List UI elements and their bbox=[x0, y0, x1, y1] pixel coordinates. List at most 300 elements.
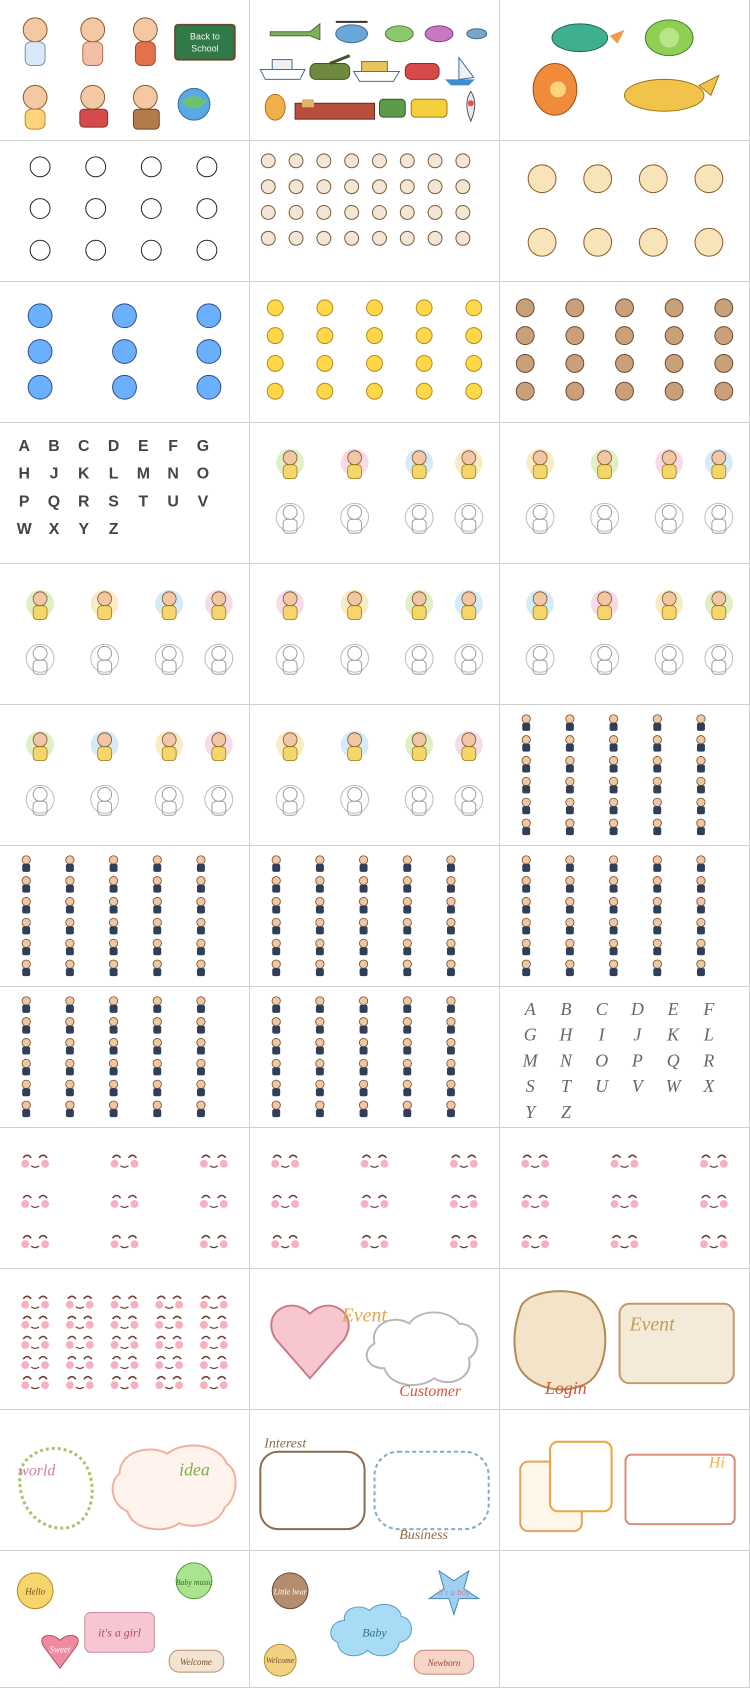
monkey-icon bbox=[715, 382, 733, 400]
thumbnail-kawaii-faces[interactable] bbox=[0, 1128, 250, 1269]
chick-icon-shape bbox=[317, 300, 333, 316]
tiny-boy-icon bbox=[359, 960, 367, 976]
kid-3 bbox=[133, 18, 157, 66]
kids-music-colored-outline-art bbox=[250, 705, 499, 845]
panda-icon bbox=[141, 157, 161, 177]
tiny-boy-icon bbox=[359, 1059, 367, 1075]
animal-icon bbox=[428, 231, 442, 245]
thumbnail-kids-colored-outline[interactable] bbox=[250, 423, 500, 564]
sketch-letter: W bbox=[665, 1076, 681, 1097]
chick-icon-shape bbox=[367, 355, 383, 371]
kawaii-face-icon bbox=[700, 1236, 728, 1248]
panda-icon bbox=[86, 199, 106, 219]
tiny-boy-icon bbox=[359, 1101, 367, 1117]
animal-icon bbox=[345, 231, 359, 245]
sketch-letter: Y bbox=[525, 1102, 536, 1123]
tiny-boy-icon bbox=[403, 1059, 411, 1075]
chick-icon-shape bbox=[367, 383, 383, 399]
tiny-boy-icon bbox=[109, 1080, 117, 1096]
animal-icon bbox=[317, 206, 331, 220]
kawaii-face-icon bbox=[700, 1155, 728, 1167]
animal-icon-shape bbox=[345, 154, 359, 168]
thumbnail-monkeys[interactable] bbox=[500, 282, 750, 423]
sketch-letter: M bbox=[522, 1050, 538, 1071]
bird-icon bbox=[113, 304, 137, 328]
animal-icon bbox=[373, 154, 387, 168]
kawaii-face-icon bbox=[21, 1337, 49, 1349]
tiny-boy-icon bbox=[153, 918, 161, 934]
thumbnail-paper-frames[interactable] bbox=[500, 1410, 750, 1551]
panda-icon-shape bbox=[141, 240, 161, 260]
tiny-boy-icon bbox=[447, 939, 455, 955]
sketch-letter: E bbox=[667, 998, 679, 1019]
bird-icon-shape bbox=[28, 375, 52, 399]
colored-kid-icon bbox=[276, 449, 304, 479]
kawaii-face-icon bbox=[66, 1357, 94, 1369]
tiny-boy-icon bbox=[153, 1080, 161, 1096]
tiny-boy-icon bbox=[109, 997, 117, 1013]
kids-letters-colored-outline-2-art bbox=[500, 564, 749, 704]
tiny-boy-poses-grid-2-art bbox=[0, 846, 249, 986]
animal-icon bbox=[428, 180, 442, 194]
alphabet-letter: Q bbox=[47, 493, 61, 511]
kawaii-face-icon bbox=[21, 1296, 49, 1308]
tiny-boy-icon bbox=[447, 1080, 455, 1096]
thumbnail-kids-letters-colored-outline-2[interactable] bbox=[500, 564, 750, 705]
thumbnail-tiny-boy-poses-grid-4[interactable] bbox=[500, 846, 750, 987]
tiny-boy-icon bbox=[609, 856, 617, 872]
monkey-icon-shape bbox=[665, 354, 683, 372]
thumbnail-kids-graduation-colored-outline[interactable] bbox=[250, 564, 500, 705]
animal-icon bbox=[456, 180, 470, 194]
tiny-boy-icon bbox=[522, 939, 530, 955]
tiny-boy-icon bbox=[109, 960, 117, 976]
kawaii-face-icon bbox=[21, 1155, 49, 1167]
paper-frames-art bbox=[500, 1410, 749, 1550]
tiny-boy-icon bbox=[109, 1038, 117, 1054]
tiny-boy-icon bbox=[109, 1059, 117, 1075]
dragon-green-icon bbox=[552, 24, 624, 52]
tiny-boy-icon bbox=[22, 877, 30, 893]
zodiac-animal-icon-shape bbox=[639, 165, 667, 193]
thumbnail-round-birds[interactable] bbox=[0, 282, 250, 423]
alphabet-letter: W bbox=[16, 521, 32, 539]
thumbnail-kids-fairy-colored-outline[interactable] bbox=[500, 423, 750, 564]
outline-kid-icon bbox=[455, 503, 483, 533]
small-animals-art bbox=[250, 141, 499, 281]
chick-icon bbox=[466, 383, 482, 399]
animal-icon-shape bbox=[400, 154, 414, 168]
animal-icon bbox=[261, 180, 275, 194]
monkey-icon bbox=[715, 327, 733, 345]
tiny-boy-icon bbox=[316, 1101, 324, 1117]
monkey-icon-shape bbox=[715, 327, 733, 345]
thumbnail-kids-letters-colored-outline[interactable] bbox=[0, 564, 250, 705]
kawaii-face-icon bbox=[450, 1155, 478, 1167]
monkey-icon-shape bbox=[566, 327, 584, 345]
tiny-boy-icon bbox=[359, 877, 367, 893]
monkey-icon-shape bbox=[665, 299, 683, 317]
chick-icon bbox=[466, 300, 482, 316]
outline-kid-icon bbox=[591, 644, 619, 674]
kawaii-faces-3-art bbox=[500, 1128, 749, 1268]
kids-letters-colored-outline-art bbox=[0, 564, 249, 704]
animal-icon bbox=[345, 154, 359, 168]
panda-icon bbox=[30, 157, 50, 177]
sketch-letter: Z bbox=[560, 1102, 571, 1123]
kawaii-face-icon bbox=[361, 1236, 389, 1248]
kawaii-face-icon bbox=[200, 1377, 228, 1389]
tiny-boy-icon bbox=[447, 1038, 455, 1054]
kid-4 bbox=[23, 85, 47, 129]
kawaii-face-icon bbox=[700, 1196, 728, 1208]
panda-icon-shape bbox=[86, 199, 106, 219]
tiny-boy-icon bbox=[566, 877, 574, 893]
colored-kid-icon bbox=[455, 449, 483, 479]
tiny-boy-icon bbox=[447, 877, 455, 893]
animal-icon-shape bbox=[373, 231, 387, 245]
zodiac-animal-icon-shape bbox=[584, 165, 612, 193]
panda-icon bbox=[141, 240, 161, 260]
kids-graduation-colored-outline-art bbox=[250, 564, 499, 704]
tiny-boy-icon bbox=[272, 1038, 280, 1054]
tiny-boy-icon bbox=[522, 736, 530, 752]
animal-icon bbox=[345, 180, 359, 194]
chick-icon-shape bbox=[466, 328, 482, 344]
monkey-icon-shape bbox=[566, 299, 584, 317]
its-a-girl-text: it's a girl bbox=[98, 1625, 141, 1640]
monkey-icon-shape bbox=[516, 354, 534, 372]
tiny-boy-icon bbox=[359, 997, 367, 1013]
tiny-boy-icon bbox=[66, 897, 74, 913]
panda-icon bbox=[141, 199, 161, 219]
rocket-icon bbox=[467, 91, 475, 121]
colored-kid-icon bbox=[276, 590, 304, 620]
tiny-boy-icon bbox=[22, 1080, 30, 1096]
small-plane-icon bbox=[385, 26, 413, 42]
tiny-boy-icon bbox=[153, 856, 161, 872]
baby-boy-badges-art bbox=[250, 1551, 499, 1687]
bird-icon-shape bbox=[28, 340, 52, 364]
tiny-boy-icon bbox=[153, 1018, 161, 1034]
chick-icon bbox=[267, 328, 283, 344]
alphabet-letter: X bbox=[48, 521, 60, 539]
thumbnail-kawaii-faces-3[interactable] bbox=[500, 1128, 750, 1269]
animal-icon-shape bbox=[400, 180, 414, 194]
tiny-boy-icon bbox=[109, 918, 117, 934]
tiny-boy-icon bbox=[359, 1038, 367, 1054]
tiny-boy-icon bbox=[197, 1059, 205, 1075]
outline-kid-icon bbox=[655, 644, 683, 674]
panda-icon-shape bbox=[30, 157, 50, 177]
thumbnail-heart-and-cloud-frames[interactable] bbox=[250, 1269, 500, 1410]
outline-kid-icon bbox=[341, 503, 369, 533]
tiny-boy-icon bbox=[272, 960, 280, 976]
tiny-boy-icon bbox=[153, 1038, 161, 1054]
tiny-boy-icon bbox=[316, 1038, 324, 1054]
tiny-boy-icon bbox=[66, 918, 74, 934]
thumbnail-baby-boy-badges[interactable] bbox=[250, 1551, 500, 1688]
zodiac-animal-icon-shape bbox=[528, 228, 556, 256]
animal-icon-shape bbox=[261, 206, 275, 220]
tiny-boy-icon bbox=[272, 877, 280, 893]
tiny-boy-icon bbox=[66, 1059, 74, 1075]
ufo-icon bbox=[467, 29, 487, 39]
colored-kid-icon bbox=[155, 590, 183, 620]
thumbnail-dotted-frames[interactable] bbox=[0, 1410, 250, 1551]
thumbnail-kids-colored-outline-3[interactable] bbox=[0, 705, 250, 846]
tiny-boy-icon bbox=[359, 897, 367, 913]
thumbnail-tiny-boy-poses-grid-3[interactable] bbox=[250, 846, 500, 987]
kawaii-face-icon bbox=[21, 1316, 49, 1328]
thumbnail-kids-music-colored-outline[interactable] bbox=[250, 705, 500, 846]
tiny-boy-icon bbox=[403, 939, 411, 955]
kawaii-face-icon bbox=[111, 1377, 139, 1389]
panda-icon-shape bbox=[30, 199, 50, 219]
tiny-boy-icon bbox=[522, 756, 530, 772]
animal-icon-shape bbox=[456, 231, 470, 245]
animal-icon-shape bbox=[345, 206, 359, 220]
panda-icon bbox=[197, 240, 217, 260]
tiny-boy-icon bbox=[697, 856, 705, 872]
sketch-letter: F bbox=[703, 998, 715, 1019]
tiny-boy-icon bbox=[153, 997, 161, 1013]
tiny-boy-icon bbox=[109, 1018, 117, 1034]
animal-icon-shape bbox=[261, 180, 275, 194]
outline-kid-icon bbox=[705, 644, 733, 674]
kawaii-face-icon bbox=[521, 1196, 549, 1208]
sketch-letter: L bbox=[703, 1024, 714, 1045]
chick-icon bbox=[317, 383, 333, 399]
animal-icon bbox=[289, 231, 303, 245]
sketch-letter: B bbox=[560, 998, 572, 1019]
alphabet-letter: A bbox=[18, 437, 30, 455]
monkey-icon bbox=[516, 327, 534, 345]
tiny-boy-icon bbox=[66, 1101, 74, 1117]
tiny-boy-icon bbox=[316, 1080, 324, 1096]
baby-girl-badges-art bbox=[0, 1551, 249, 1687]
monkey-icon-shape bbox=[516, 382, 534, 400]
outline-kid-icon bbox=[455, 644, 483, 674]
monkey-icon-shape bbox=[616, 327, 634, 345]
thumbnail-school-kids[interactable] bbox=[0, 0, 250, 141]
sketch-letter: V bbox=[631, 1076, 643, 1097]
tiny-boy-icon bbox=[697, 715, 705, 731]
tiny-boy-icon bbox=[697, 877, 705, 893]
chick-icon bbox=[317, 328, 333, 344]
thumbnail-empty bbox=[500, 1551, 750, 1688]
panda-icon bbox=[197, 199, 217, 219]
outline-kid-icon bbox=[341, 644, 369, 674]
panda-icon-shape bbox=[141, 157, 161, 177]
thumbnail-kawaii-faces-grid[interactable] bbox=[0, 1269, 250, 1410]
monkey-icon bbox=[566, 354, 584, 372]
thumbnail-kawaii-faces-2[interactable] bbox=[250, 1128, 500, 1269]
tiny-boy-icon bbox=[66, 856, 74, 872]
thumbnail-zodiac-animals[interactable] bbox=[500, 141, 750, 282]
sketch-letter: S bbox=[525, 1076, 535, 1097]
thumbnail-dragons[interactable] bbox=[500, 0, 750, 141]
chick-icon-shape bbox=[416, 355, 432, 371]
animal-icon-shape bbox=[345, 180, 359, 194]
welcome-text: Welcome bbox=[180, 1657, 212, 1668]
animal-icon-shape bbox=[373, 206, 387, 220]
helicopter-2-icon bbox=[425, 26, 453, 42]
tiny-boy-icon bbox=[316, 939, 324, 955]
cookie-frames-art bbox=[500, 1269, 749, 1409]
thumbnail-tiny-boy-poses-grid-5[interactable] bbox=[0, 987, 250, 1128]
chick-icon-shape bbox=[317, 383, 333, 399]
thumbnail-tiny-boy-poses-grid-2[interactable] bbox=[0, 846, 250, 987]
monkey-icon bbox=[665, 354, 683, 372]
monkey-icon bbox=[715, 299, 733, 317]
monkey-icon-shape bbox=[516, 327, 534, 345]
monkey-icon-shape bbox=[715, 299, 733, 317]
sketch-letter: U bbox=[595, 1076, 609, 1097]
kid-1 bbox=[23, 18, 47, 66]
tiny-boy-icon bbox=[316, 997, 324, 1013]
tiny-boy-icon bbox=[609, 798, 617, 814]
animal-icon-shape bbox=[428, 180, 442, 194]
tiny-boy-icon bbox=[566, 715, 574, 731]
tiny-boy-icon bbox=[316, 918, 324, 934]
tiny-boy-icon bbox=[22, 897, 30, 913]
outline-kid-icon bbox=[455, 785, 483, 815]
sweet-text: Sweet bbox=[49, 1644, 71, 1655]
tiny-boy-icon bbox=[22, 1059, 30, 1075]
tiny-boy-icon bbox=[403, 960, 411, 976]
alphabet-letter: S bbox=[108, 493, 119, 511]
panda-stickers-art bbox=[0, 141, 249, 281]
sketch-letter: P bbox=[631, 1050, 643, 1071]
kawaii-face-icon bbox=[111, 1316, 139, 1328]
thumbnail-chicks[interactable] bbox=[250, 282, 500, 423]
animal-icon bbox=[400, 154, 414, 168]
kawaii-face-icon bbox=[611, 1196, 639, 1208]
kawaii-face-icon bbox=[111, 1196, 139, 1208]
tiny-boy-icon bbox=[697, 756, 705, 772]
tiny-boy-icon bbox=[403, 997, 411, 1013]
outline-kid-icon bbox=[405, 503, 433, 533]
zodiac-animal-icon bbox=[584, 165, 612, 193]
tiny-boy-icon bbox=[109, 939, 117, 955]
monkey-icon bbox=[616, 382, 634, 400]
alphabet-letter: T bbox=[138, 493, 149, 511]
tiny-boy-icon bbox=[197, 1101, 205, 1117]
kawaii-face-icon bbox=[200, 1357, 228, 1369]
tiny-boy-icon bbox=[22, 960, 30, 976]
baby-text: it's a boy bbox=[437, 1587, 470, 1598]
thumbnail-panda-stickers[interactable] bbox=[0, 141, 250, 282]
kawaii-face-icon bbox=[111, 1236, 139, 1248]
idea-text: idea bbox=[179, 1459, 210, 1480]
tiny-boy-poses-grid-5-art bbox=[0, 987, 249, 1127]
bird-icon-shape bbox=[113, 304, 137, 328]
kids-colored-outline-art bbox=[250, 423, 499, 563]
sketch-letter: X bbox=[703, 1076, 715, 1097]
tiny-boy-icon bbox=[272, 1059, 280, 1075]
thumbnail-alphabet-animals[interactable] bbox=[0, 423, 250, 564]
thumbnail-toy-vehicles[interactable] bbox=[250, 0, 500, 141]
animal-icon-shape bbox=[428, 231, 442, 245]
chick-icon-shape bbox=[416, 383, 432, 399]
kawaii-face-icon bbox=[200, 1337, 228, 1349]
tiny-boy-icon bbox=[697, 736, 705, 752]
cookie-frame bbox=[514, 1291, 605, 1389]
tiny-boy-icon bbox=[566, 856, 574, 872]
tiny-boy-icon bbox=[272, 939, 280, 955]
zodiac-animal-icon-shape bbox=[695, 165, 723, 193]
doodle-frames-art bbox=[250, 1410, 499, 1550]
chicks-art bbox=[250, 282, 499, 422]
animal-icon bbox=[289, 206, 303, 220]
zodiac-animal-icon bbox=[584, 228, 612, 256]
animal-icon bbox=[317, 180, 331, 194]
welcome-text-2: Welcome bbox=[266, 1656, 295, 1666]
tiny-boy-icon bbox=[66, 877, 74, 893]
animal-icon-shape bbox=[456, 206, 470, 220]
monkey-icon bbox=[516, 382, 534, 400]
chick-icon-shape bbox=[367, 300, 383, 316]
tiny-boy-icon bbox=[22, 918, 30, 934]
outline-kid-icon bbox=[155, 644, 183, 674]
zodiac-animal-icon-shape bbox=[639, 228, 667, 256]
tiny-boy-icon bbox=[359, 856, 367, 872]
colored-kid-icon bbox=[155, 731, 183, 761]
kawaii-face-icon bbox=[271, 1155, 299, 1167]
monkey-icon bbox=[516, 299, 534, 317]
alphabet-letter: L bbox=[108, 465, 119, 483]
thumbnail-doodle-frames[interactable] bbox=[250, 1410, 500, 1551]
chick-icon-shape bbox=[267, 300, 283, 316]
bird-icon-shape bbox=[197, 304, 221, 328]
colored-kid-icon bbox=[591, 449, 619, 479]
tiny-boy-icon bbox=[359, 918, 367, 934]
thumbnail-tiny-boy-poses-grid-6[interactable] bbox=[250, 987, 500, 1128]
monkey-icon-shape bbox=[665, 327, 683, 345]
thumbnail-cookie-frames[interactable] bbox=[500, 1269, 750, 1410]
panda-icon-shape bbox=[197, 199, 217, 219]
tiny-boy-icon bbox=[697, 960, 705, 976]
tiny-boy-icon bbox=[697, 777, 705, 793]
alphabet-letter: G bbox=[196, 437, 210, 455]
thumbnail-sketch-alphabet[interactable] bbox=[500, 987, 750, 1128]
kawaii-face-icon bbox=[111, 1337, 139, 1349]
tiny-boy-icon bbox=[22, 939, 30, 955]
boat-2-icon bbox=[354, 62, 400, 82]
chick-icon bbox=[367, 383, 383, 399]
animal-icon-shape bbox=[373, 154, 387, 168]
thumbnail-tiny-boy-poses-grid[interactable] bbox=[500, 705, 750, 846]
monkey-icon bbox=[616, 354, 634, 372]
sketch-letter: A bbox=[524, 998, 536, 1019]
tiny-boy-icon bbox=[197, 918, 205, 934]
tiny-boy-icon bbox=[22, 1101, 30, 1117]
thumbnail-baby-girl-badges[interactable] bbox=[0, 1551, 250, 1688]
colored-kid-icon bbox=[276, 731, 304, 761]
alphabet-letter: D bbox=[107, 437, 120, 455]
thumbnail-small-animals[interactable] bbox=[250, 141, 500, 282]
tiny-boy-icon bbox=[653, 819, 661, 835]
tiny-boy-icon bbox=[566, 918, 574, 934]
cloud-frame-2 bbox=[113, 1445, 236, 1529]
sketch-letter: K bbox=[667, 1024, 680, 1045]
chick-icon-shape bbox=[416, 300, 432, 316]
tiny-boy-icon bbox=[66, 960, 74, 976]
tank-icon bbox=[310, 56, 350, 80]
tiny-boy-icon bbox=[609, 939, 617, 955]
zodiac-animal-icon bbox=[695, 165, 723, 193]
